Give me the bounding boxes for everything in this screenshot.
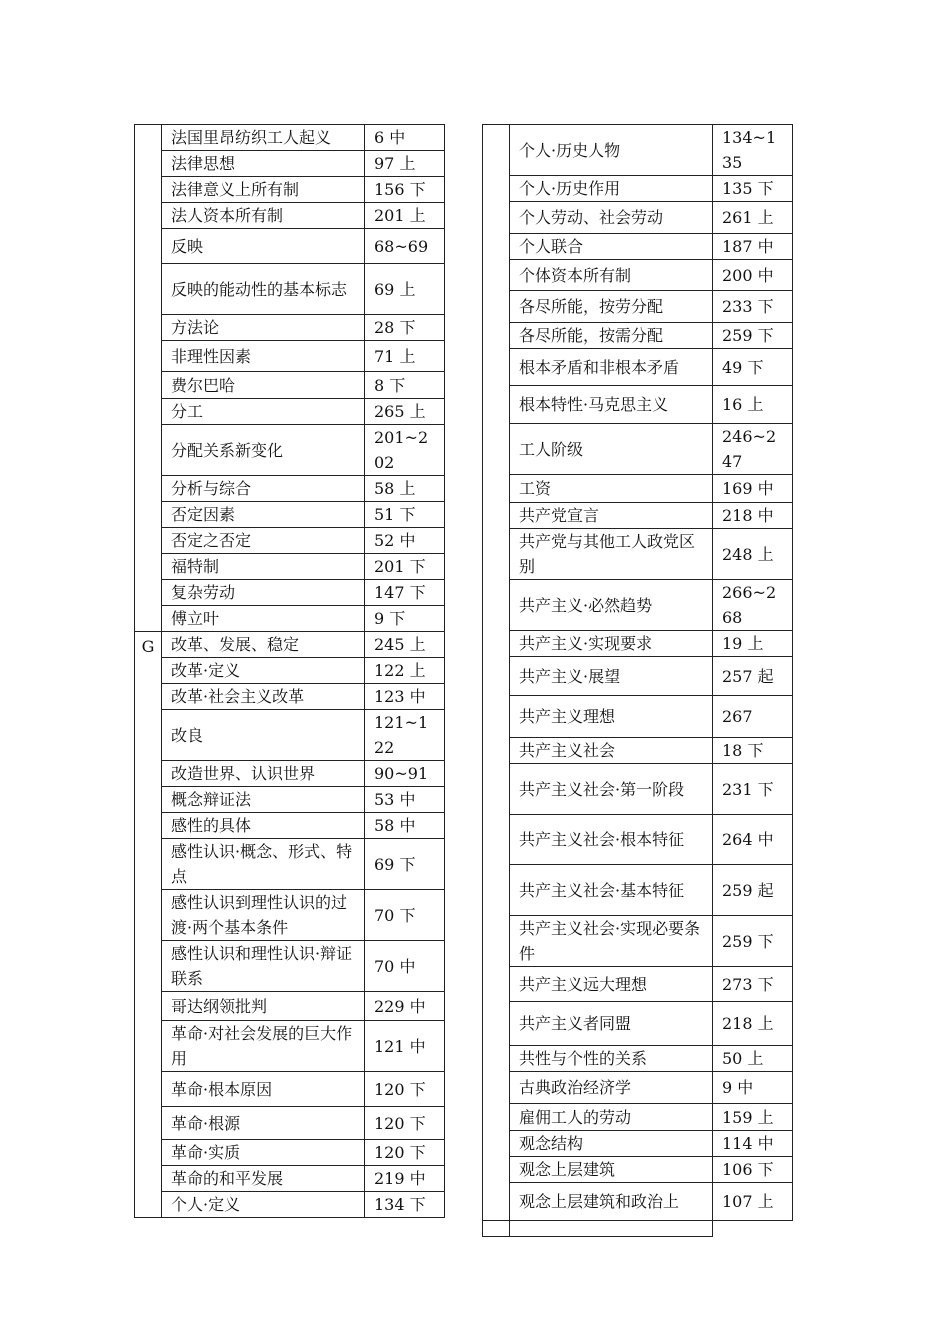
- table-row: [483, 176, 793, 202]
- page-cell: 16 上: [713, 386, 793, 424]
- term-cell: 观念上层建筑和政治上: [510, 1183, 713, 1221]
- table-row: [135, 632, 445, 658]
- term-cell: [483, 1221, 510, 1237]
- term-cell: 革命·实质: [162, 1140, 365, 1166]
- table-row: [483, 1131, 793, 1157]
- term-cell: 否定之否定: [162, 528, 365, 554]
- page-cell: 53 中: [365, 787, 445, 813]
- table-row: [483, 260, 793, 291]
- page-cell: 120 下: [365, 1107, 445, 1140]
- term-cell: 非理性因素: [162, 341, 365, 372]
- page-cell: 259 下: [713, 916, 793, 967]
- term-cell: 改革·定义: [162, 658, 365, 684]
- table-row: [135, 1140, 445, 1166]
- term-cell: 分析与综合: [162, 476, 365, 502]
- table-row: [135, 151, 445, 177]
- table-row: [135, 1166, 445, 1192]
- table-row: [483, 1157, 793, 1183]
- term-cell: 共产主义社会·基本特征: [510, 865, 713, 916]
- term-cell: 法律意义上所有制: [162, 177, 365, 203]
- term-cell: 法人资本所有制: [162, 203, 365, 229]
- table-row: [135, 813, 445, 839]
- table-row: [135, 476, 445, 502]
- term-cell: 改革·社会主义改革: [162, 684, 365, 710]
- term-cell: 个人劳动、社会劳动: [510, 202, 713, 234]
- term-cell: 共产主义社会·实现必要条件: [510, 916, 713, 967]
- term-cell: 个人·历史人物: [510, 125, 713, 176]
- table-row: [483, 1221, 793, 1237]
- term-cell: 根本矛盾和非根本矛盾: [510, 349, 713, 386]
- page-cell: 121 中: [365, 1021, 445, 1072]
- term-cell: 反映的能动性的基本标志: [162, 264, 365, 315]
- term-cell: 共产主义社会·根本特征: [510, 815, 713, 865]
- page-cell: 248 上: [713, 529, 793, 580]
- page-cell: 90~91: [365, 761, 445, 787]
- index-table-right: [482, 124, 793, 1237]
- term-cell: 各尽所能，按劳分配: [510, 291, 713, 323]
- term-cell: 各尽所能，按需分配: [510, 323, 713, 349]
- page-cell: 273 下: [713, 967, 793, 1002]
- table-row: [483, 503, 793, 529]
- page-cell: 245 上: [365, 632, 445, 658]
- page-cell: 120 下: [365, 1072, 445, 1107]
- term-cell: 观念结构: [510, 1131, 713, 1157]
- term-cell: 共产主义社会·第一阶段: [510, 764, 713, 815]
- table-row: [135, 890, 445, 941]
- table-row: [483, 738, 793, 764]
- term-cell: 共产主义理想: [510, 696, 713, 738]
- page-cell: 156 下: [365, 177, 445, 203]
- page-cell: 135 下: [713, 176, 793, 202]
- table-row: [135, 941, 445, 992]
- page-cell: 68~69: [365, 229, 445, 264]
- term-cell: 感性认识到理性认识的过渡·两个基本条件: [162, 890, 365, 941]
- letter-cell: [135, 125, 162, 632]
- term-cell: 共产主义·展望: [510, 657, 713, 696]
- table-row: [135, 839, 445, 890]
- page-cell: 51 下: [365, 502, 445, 528]
- table-row: [135, 125, 445, 151]
- table-row: [483, 424, 793, 475]
- table-row: [135, 315, 445, 341]
- page-cell: 19 上: [713, 631, 793, 657]
- term-cell: 共性与个性的关系: [510, 1046, 713, 1072]
- table-row: [135, 710, 445, 761]
- table-row: [483, 291, 793, 323]
- page-cell: 187 中: [713, 234, 793, 260]
- term-cell: 改革、发展、稳定: [162, 632, 365, 658]
- page-cell: 229 中: [365, 992, 445, 1021]
- table-row: [135, 684, 445, 710]
- term-cell: 革命·根源: [162, 1107, 365, 1140]
- term-cell: 感性认识和理性认识·辩证联系: [162, 941, 365, 992]
- page-cell: 159 上: [713, 1104, 793, 1131]
- term-cell: 改良: [162, 710, 365, 761]
- term-cell: 否定因素: [162, 502, 365, 528]
- term-cell: 共产主义者同盟: [510, 1002, 713, 1046]
- term-cell: 感性的具体: [162, 813, 365, 839]
- table-row: [483, 1002, 793, 1046]
- page-cell: 257 起: [713, 657, 793, 696]
- term-cell: 雇佣工人的劳动: [510, 1104, 713, 1131]
- page-cell: 123 中: [365, 684, 445, 710]
- page-cell: 52 中: [365, 528, 445, 554]
- term-cell: 共产党宣言: [510, 503, 713, 529]
- page-cell: 70 下: [365, 890, 445, 941]
- term-cell: 分配关系新变化: [162, 425, 365, 476]
- term-cell: 概念辩证法: [162, 787, 365, 813]
- term-cell: 分工: [162, 399, 365, 425]
- page-cell: 231 下: [713, 764, 793, 815]
- term-cell: 费尔巴哈: [162, 372, 365, 399]
- page-cell: 9 中: [713, 1072, 793, 1104]
- table-row: [135, 203, 445, 229]
- term-cell: 共产党与其他工人政党区别: [510, 529, 713, 580]
- table-row: [483, 323, 793, 349]
- term-cell: 个人·定义: [162, 1192, 365, 1218]
- page-cell: 122 上: [365, 658, 445, 684]
- table-row: [135, 992, 445, 1021]
- table-row: [483, 349, 793, 386]
- page-cell: 121~122: [365, 710, 445, 761]
- page-cell: 107 上: [713, 1183, 793, 1221]
- term-cell: 方法论: [162, 315, 365, 341]
- term-cell: 反映: [162, 229, 365, 264]
- table-row: [483, 580, 793, 631]
- page-cell: 49 下: [713, 349, 793, 386]
- term-cell: 共产主义社会: [510, 738, 713, 764]
- term-cell: 共产主义·必然趋势: [510, 580, 713, 631]
- term-cell: 工资: [510, 475, 713, 503]
- table-row: [135, 425, 445, 476]
- table-row: [483, 1072, 793, 1104]
- table-row: [483, 657, 793, 696]
- term-cell: 个人联合: [510, 234, 713, 260]
- page-cell: 219 中: [365, 1166, 445, 1192]
- table-row: [483, 696, 793, 738]
- page-cell: 58 上: [365, 476, 445, 502]
- page-cell: 106 下: [713, 1157, 793, 1183]
- table-row: [135, 502, 445, 528]
- table-row: [135, 1107, 445, 1140]
- page-cell: 265 上: [365, 399, 445, 425]
- index-table-left: [134, 124, 445, 1218]
- term-cell: 观念上层建筑: [510, 1157, 713, 1183]
- term-cell: 傅立叶: [162, 606, 365, 632]
- table-row: [483, 1104, 793, 1131]
- page-cell: 200 中: [713, 260, 793, 291]
- page-cell: 259 起: [713, 865, 793, 916]
- table-row: [483, 529, 793, 580]
- term-cell: 革命的和平发展: [162, 1166, 365, 1192]
- term-cell: 改造世界、认识世界: [162, 761, 365, 787]
- table-row: [483, 631, 793, 657]
- page-cell: 201 上: [365, 203, 445, 229]
- term-cell: 个人·历史作用: [510, 176, 713, 202]
- page-cell: 50 上: [713, 1046, 793, 1072]
- table-row: [135, 1072, 445, 1107]
- term-cell: 福特制: [162, 554, 365, 580]
- table-row: [135, 399, 445, 425]
- table-row: [483, 1183, 793, 1221]
- table-row: [483, 475, 793, 503]
- term-cell: 个体资本所有制: [510, 260, 713, 291]
- term-cell: 根本特性·马克思主义: [510, 386, 713, 424]
- table-row: [483, 234, 793, 260]
- table-row: [135, 528, 445, 554]
- page-cell: 18 下: [713, 738, 793, 764]
- term-cell: 哥达纲领批判: [162, 992, 365, 1021]
- page-cell: 58 中: [365, 813, 445, 839]
- page-cell: 69 上: [365, 264, 445, 315]
- table-row: [135, 341, 445, 372]
- term-cell: 革命·根本原因: [162, 1072, 365, 1107]
- page-cell: 169 中: [713, 475, 793, 503]
- table-row: [483, 967, 793, 1002]
- table-row: [483, 815, 793, 865]
- page-cell: [510, 1221, 713, 1237]
- letter-cell: G: [135, 632, 162, 1218]
- page-cell: 134~135: [713, 125, 793, 176]
- page-cell: 71 上: [365, 341, 445, 372]
- page-cell: 28 下: [365, 315, 445, 341]
- table-row: [483, 1046, 793, 1072]
- page-cell: 6 中: [365, 125, 445, 151]
- term-cell: 法国里昂纺织工人起义: [162, 125, 365, 151]
- table-row: [135, 177, 445, 203]
- page-cell: 114 中: [713, 1131, 793, 1157]
- page-cell: 8 下: [365, 372, 445, 399]
- table-row: [135, 761, 445, 787]
- page-cell: 218 中: [713, 503, 793, 529]
- table-row: [483, 865, 793, 916]
- table-row: [135, 372, 445, 399]
- page-cell: 70 中: [365, 941, 445, 992]
- table-row: [135, 1192, 445, 1218]
- term-cell: 古典政治经济学: [510, 1072, 713, 1104]
- table-row: [483, 386, 793, 424]
- page-cell: 69 下: [365, 839, 445, 890]
- table-row: [483, 202, 793, 234]
- term-cell: 共产主义远大理想: [510, 967, 713, 1002]
- page-cell: 267: [713, 696, 793, 738]
- term-cell: 革命·对社会发展的巨大作用: [162, 1021, 365, 1072]
- table-row: [135, 606, 445, 632]
- term-cell: 感性认识·概念、形式、特点: [162, 839, 365, 890]
- table-row: [135, 229, 445, 264]
- table-row: [483, 916, 793, 967]
- page-cell: 246~247: [713, 424, 793, 475]
- page-cell: 134 下: [365, 1192, 445, 1218]
- page-cell: 201 下: [365, 554, 445, 580]
- table-row: [135, 787, 445, 813]
- table-row: [483, 764, 793, 815]
- table-row: [483, 125, 793, 176]
- page-cell: 261 上: [713, 202, 793, 234]
- table-row: [135, 1021, 445, 1072]
- table-row: [135, 264, 445, 315]
- page-cell: 120 下: [365, 1140, 445, 1166]
- table-row: [135, 580, 445, 606]
- page-cell: 97 上: [365, 151, 445, 177]
- page-cell: 9 下: [365, 606, 445, 632]
- table-row: [135, 658, 445, 684]
- table-row: [135, 554, 445, 580]
- term-cell: 法律思想: [162, 151, 365, 177]
- term-cell: 工人阶级: [510, 424, 713, 475]
- letter-cell: [483, 125, 510, 1221]
- term-cell: 共产主义·实现要求: [510, 631, 713, 657]
- page-cell: 266~268: [713, 580, 793, 631]
- page-cell: 218 上: [713, 1002, 793, 1046]
- page-cell: 201~202: [365, 425, 445, 476]
- page-cell: 259 下: [713, 323, 793, 349]
- page-cell: 233 下: [713, 291, 793, 323]
- page-cell: 264 中: [713, 815, 793, 865]
- term-cell: 复杂劳动: [162, 580, 365, 606]
- page-cell: 147 下: [365, 580, 445, 606]
